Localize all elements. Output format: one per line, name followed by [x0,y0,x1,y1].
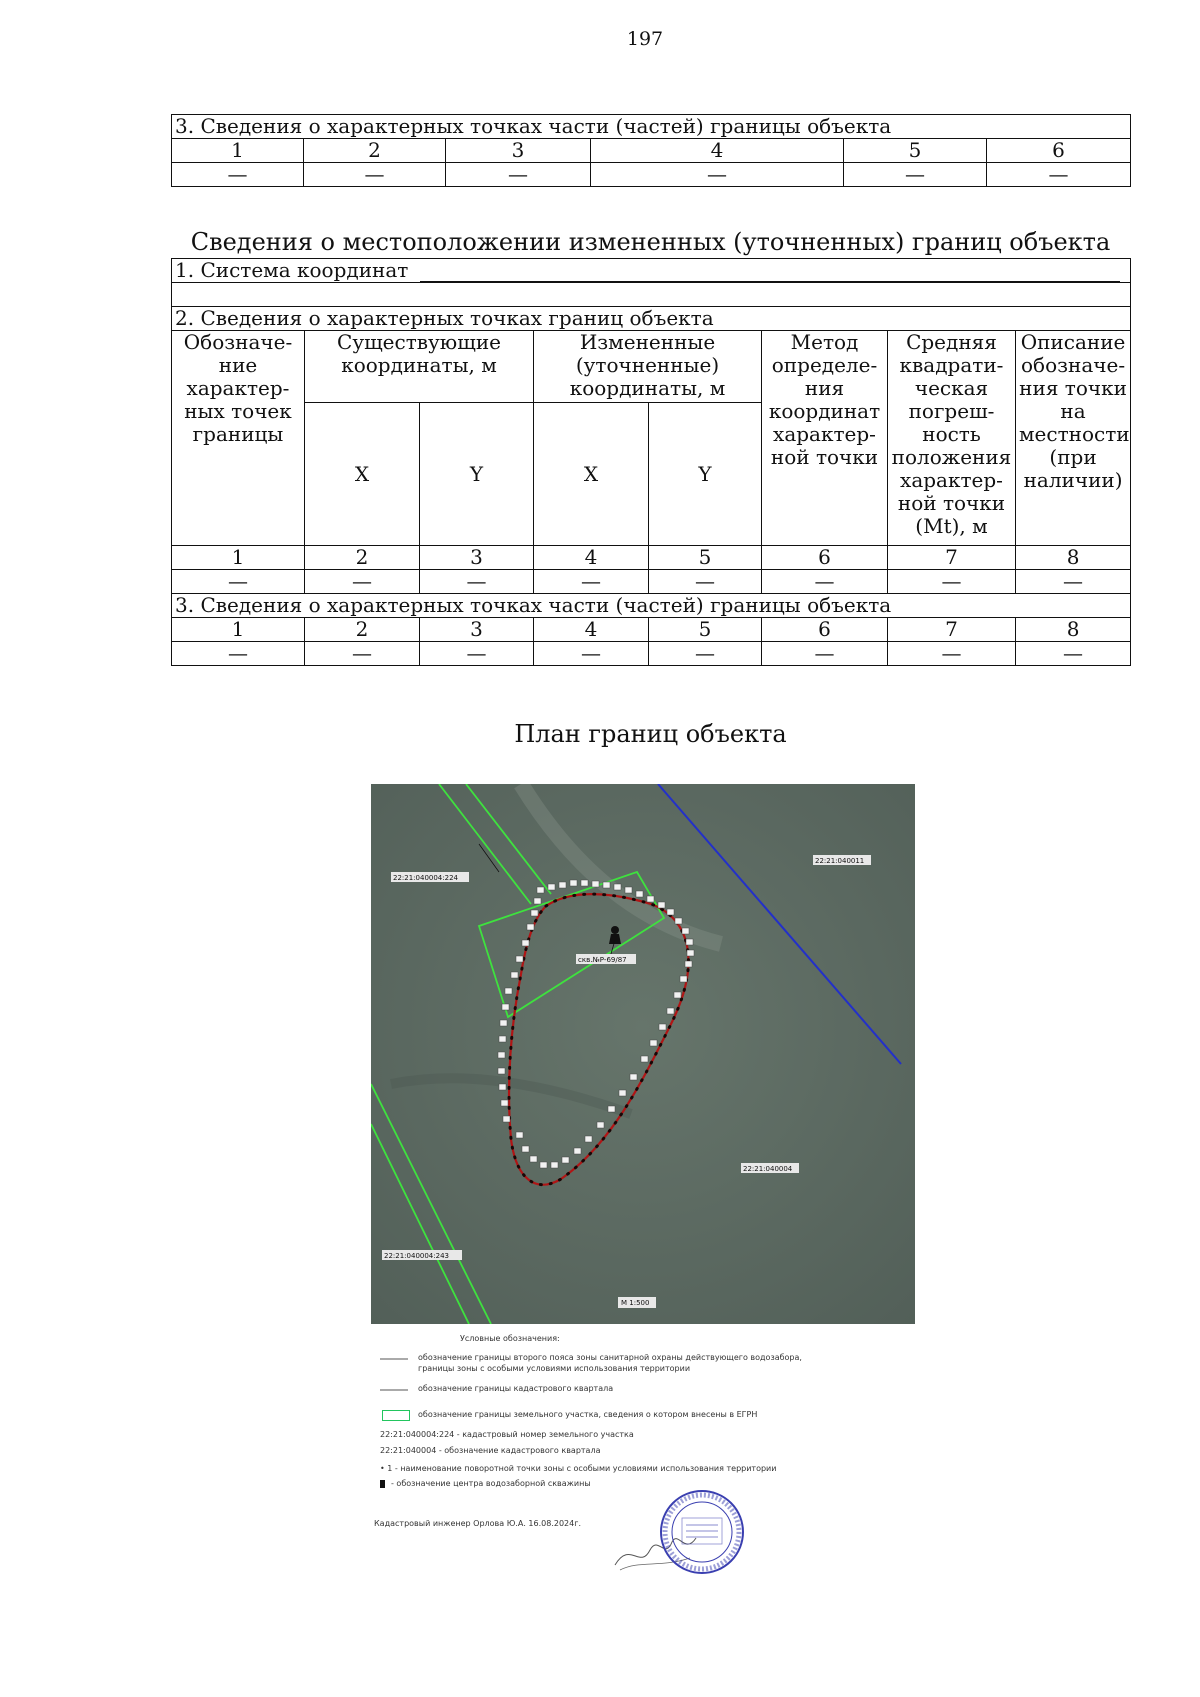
header-x-changed: X [534,403,649,546]
legend-zone-swatch [380,1358,408,1360]
empty-row [172,283,1131,307]
top-points-table [171,114,1131,187]
top-cell: — [844,163,987,187]
points-section-label: 2. Сведения о характерных точках границ объекта [172,307,1131,331]
col-number: 8 [1016,546,1131,570]
page-number: 197 [626,28,664,50]
table-cell: — [762,570,888,594]
header-x-existing: X [305,403,420,546]
header-existing-coords: Существующие координаты, м [305,331,534,403]
part-col-number: 2 [305,618,420,642]
header-y-changed: Y [649,403,762,546]
table-cell: — [649,570,762,594]
part-section-label: 3. Сведения о характерных точках части (частей) границы объекта [172,594,1131,618]
part-col-number: 6 [762,618,888,642]
top-cell: — [987,163,1131,187]
header-designation: Обозначе-ние характер-ных точек границы [172,331,305,546]
part-col-number: 4 [534,618,649,642]
part-col-number: 8 [1016,618,1131,642]
col-number: 7 [888,546,1016,570]
legend-parcel-swatch [382,1410,410,1421]
top-cell: — [304,163,446,187]
header-changed-coords: Измененные (уточненные) координаты, м [534,331,762,403]
table-cell: — [420,570,534,594]
header-y-existing: Y [420,403,534,546]
legend-parcel-text: обозначение границы земельного участка, сведения о котором внесены в ЕГРН [418,1410,758,1419]
quarter-011-label: 22:21:040011 [815,857,865,865]
legend-title: Условные обозначения: [460,1334,560,1343]
engineer-seal-stamp [658,1488,746,1576]
top-cell: — [446,163,591,187]
part-cell: — [888,642,1016,666]
parcel-243-label: 22:21:040004:243 [384,1252,449,1260]
part-cell: — [420,642,534,666]
part-cell: — [1016,642,1131,666]
legend-zone-text: обозначение границы второго пояса зоны санитарной охраны действующего водозабора, границы зоны с особыми условиями использования территории [418,1353,802,1373]
legend-quarter-text: обозначение границы кадастрового квартала [418,1384,614,1393]
coord-system-row [172,259,1131,283]
table-cell: — [888,570,1016,594]
legend-quarter-swatch [380,1389,408,1391]
col-number: 5 [649,546,762,570]
boundary-plan-map [371,784,915,1324]
map-scale: М 1:500 [621,1299,650,1307]
part-col-number: 5 [649,618,762,642]
well-label: скв.№Р-69/87 [578,956,627,964]
map-legend [374,1330,830,1590]
legend-quarter-number: 22:21:040004 - обозначение кадастрового квартала [380,1446,601,1455]
part-cell: — [762,642,888,666]
part-cell: — [305,642,420,666]
table-cell: — [534,570,649,594]
section-title: Сведения о местоположении измененных (уточненных) границ объекта [190,228,1111,256]
header-error: Средняя квадрати-ческая погреш-ность положения характер-ной точки (Mt), м [888,331,1016,546]
quarter-004-label: 22:21:040004 [743,1165,793,1173]
col-number: 4 [534,546,649,570]
coord-system-underline [420,263,1120,282]
top-table-section-label: 3. Сведения о характерных точках части (частей) границы объекта [172,115,1131,139]
part-col-number: 7 [888,618,1016,642]
part-col-number: 1 [172,618,305,642]
table-cell: — [1016,570,1131,594]
table-cell: — [305,570,420,594]
part-col-number: 3 [420,618,534,642]
top-cell: — [172,163,304,187]
engineer-signature-line: Кадастровый инженер Орлова Ю.А. 16.08.2024г. [374,1519,581,1528]
header-description: Описание обозначе-ния точки на местности (при наличии) [1016,331,1131,546]
part-cell: — [172,642,305,666]
top-col-4: 4 [591,139,844,163]
top-col-2: 2 [304,139,446,163]
col-number: 2 [305,546,420,570]
col-number: 6 [762,546,888,570]
legend-point: • 1 - наименование поворотной точки зоны с особыми условиями использования территории [380,1464,777,1473]
table-cell: — [172,570,305,594]
part-cell: — [649,642,762,666]
header-method: Метод определе-ния координат характер-ной точки [762,331,888,546]
plan-title: План границ объекта [514,720,787,748]
legend-well-row [380,1479,591,1488]
top-col-6: 6 [987,139,1131,163]
legend-cad-number: 22:21:040004:224 - кадастровый номер земельного участка [380,1430,634,1439]
well-legend-icon [380,1480,385,1488]
main-points-table [171,258,1131,666]
col-number: 1 [172,546,305,570]
top-col-1: 1 [172,139,304,163]
top-cell: — [591,163,844,187]
top-col-5: 5 [844,139,987,163]
col-number: 3 [420,546,534,570]
parcel-224-label: 22:21:040004:224 [393,874,458,882]
part-cell: — [534,642,649,666]
legend-well-text: - обозначение центра водозаборной скважины [391,1479,591,1488]
coord-system-label: 1. Система координат [175,258,409,282]
top-col-3: 3 [446,139,591,163]
